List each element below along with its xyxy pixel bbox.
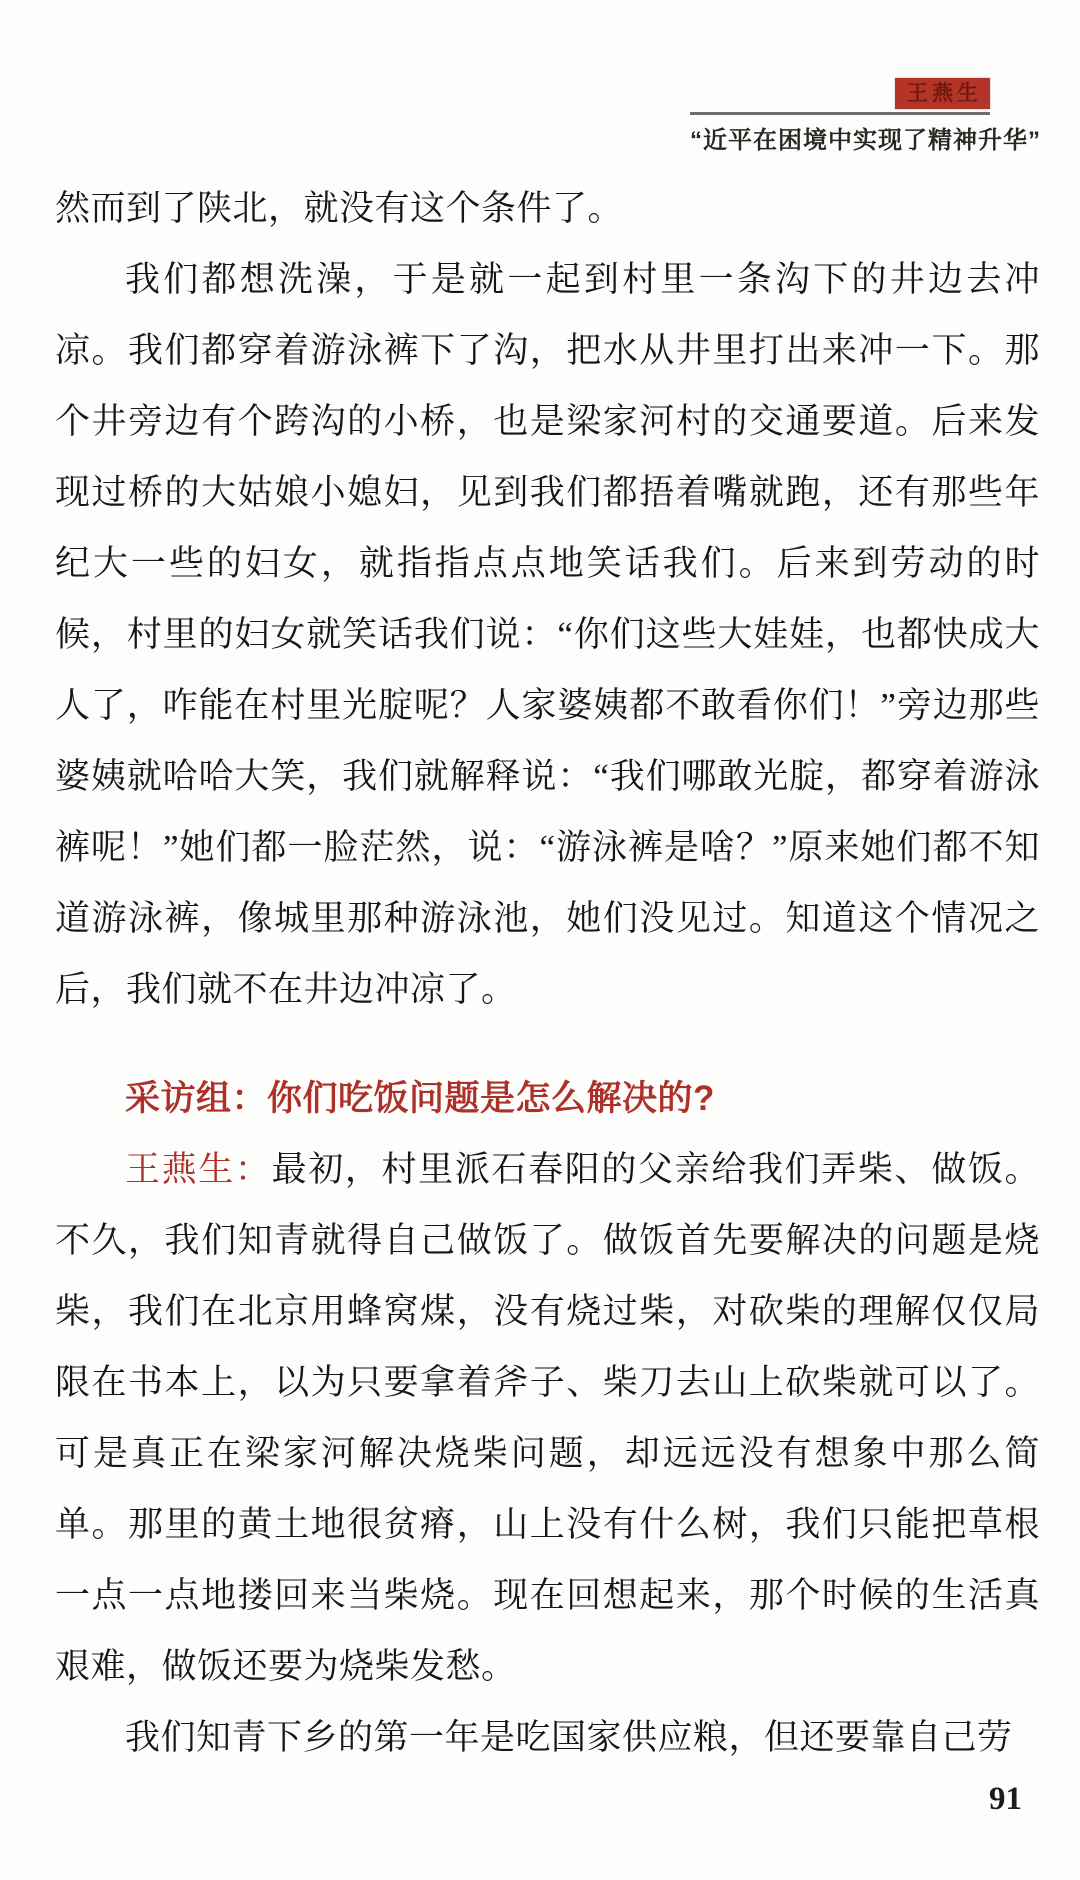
- page-body: [55, 173, 1040, 1773]
- running-head-block: [690, 78, 1041, 155]
- interviewee-name-stamp: 王燕生: [895, 78, 990, 109]
- interviewer-question: [55, 1063, 1040, 1134]
- running-head: [55, 50, 1041, 155]
- answer-speaker-label: 王燕生：: [125, 1150, 272, 1189]
- page-number: 91: [989, 1781, 1022, 1817]
- page-footer: [989, 1781, 1022, 1818]
- chapter-subtitle: “近平在困境中实现了精神升华”: [690, 127, 1041, 154]
- paragraph-continuation: 然而到了陕北，就没有这个条件了。: [55, 189, 624, 228]
- header-rule: [690, 112, 990, 115]
- question-text: 你们吃饭问题是怎么解决的?: [267, 1079, 715, 1118]
- paragraph-grain-supply: 我们知青下乡的第一年是吃国家供应粮，但还要靠自己劳: [125, 1718, 1013, 1757]
- answer-text: 最初，村里派石春阳的父亲给我们弄柴、做饭。不久，我们知青就得自己做饭了。做饭首先要解决的问题是烧柴，我们在北京用蜂窝煤，没有烧过柴，对砍柴的理解仅仅局限在书本上，以为只要拿着斧子、柴刀去山上砍柴就可以了。可是真正在梁家河解决烧柴问题，却远远没有想象中那么简单。那里的黄土地很贫瘠，山上没有什么树，我们只能把草根一点一点地搂回来当柴烧。现在回想起来，那个时候的生活真艰难，做饭还要为烧柴发愁。: [55, 1150, 1040, 1686]
- interviewee-answer: [55, 1134, 1040, 1702]
- question-speaker-label: 采访组：: [125, 1079, 268, 1118]
- paragraph-bathing-story: 我们都想洗澡，于是就一起到村里一条沟下的井边去冲凉。我们都穿着游泳裤下了沟，把水从井里打出来冲一下。那个井旁边有个跨沟的小桥，也是梁家河村的交通要道。后来发现过桥的大姑娘小媳妇，见到我们都捂着嘴就跑，还有那些年纪大一些的妇女，就指指点点地笑话我们。后来到劳动的时候，村里的妇女就笑话我们说：“你们这些大娃娃，也都快成大人了，咋能在村里光腚呢？人家婆姨都不敢看你们！”旁边那些婆姨就哈哈大笑，我们就解释说：“我们哪敢光腚，都穿着游泳裤呢！”她们都一脸茫然，说：“游泳裤是啥？”原来她们都不知道游泳裤，像城里那种游泳池，她们没见过。知道这个情况之后，我们就不在井边冲凉了。: [55, 260, 1040, 1009]
